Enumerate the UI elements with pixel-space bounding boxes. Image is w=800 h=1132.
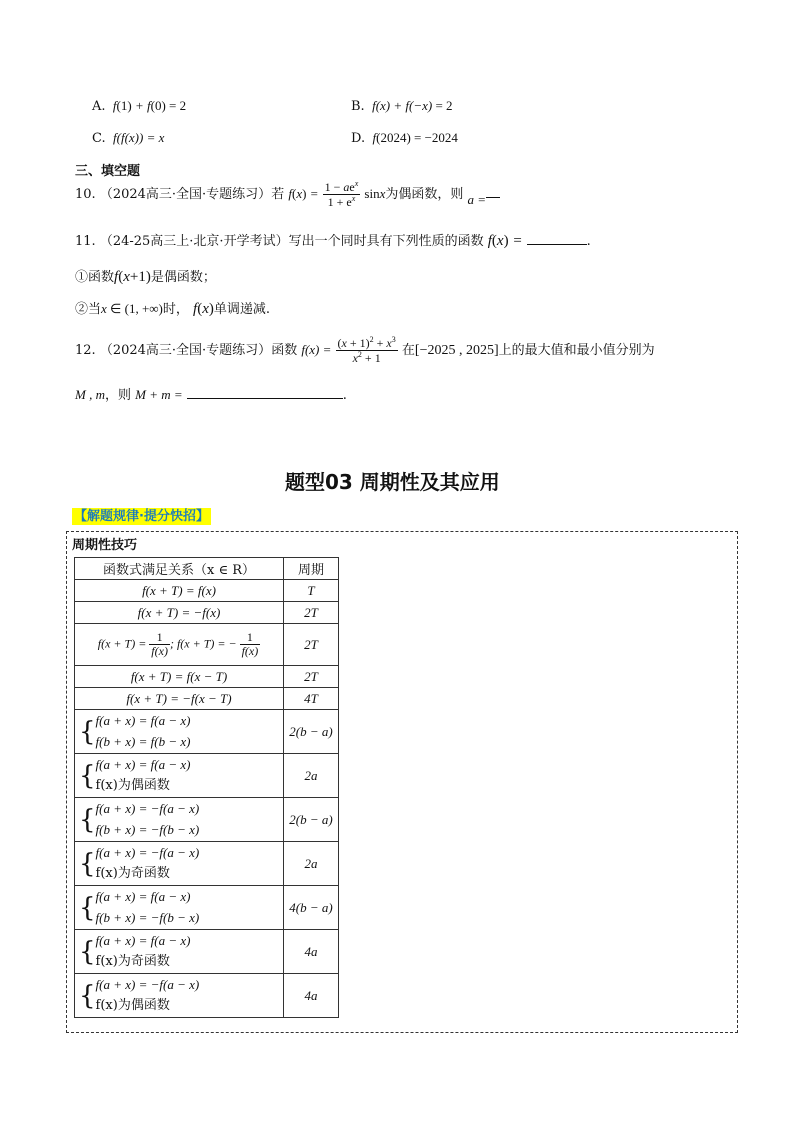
option-d-formula: f(2024) = −2024 (369, 130, 458, 145)
q10-answer-var: a = (467, 192, 487, 208)
table-row: {f(a + x) = −f(a − x) f(x)为偶函数 4a (75, 974, 339, 1018)
q10-function: f(x) = (288, 186, 319, 202)
option-c[interactable]: C. f(f(x)) = x (92, 130, 165, 146)
option-b-formula: f(x) + f(−x) = 2 (368, 98, 453, 113)
option-a-formula: f(1) + f(0) = 2 (109, 98, 187, 113)
table-row: f(x + T) = −f(x − T) 4T (75, 688, 339, 710)
table-header-row (75, 558, 339, 580)
option-c-formula: f(f(x)) = x (109, 130, 165, 145)
tip-tag: 【解题规律·提分快招】 (74, 509, 209, 524)
section-title: 三、填空题 (75, 164, 141, 179)
header-period: 周期 (284, 558, 339, 580)
question-12: 12. （2024高三·全国·专题练习）函数 f(x) = $\frac{(x + 1)^2 + x^3}{x^2 + 1}$ 在[−2025 , 2025]上的最大值和最小值分别为 (75, 335, 655, 366)
table-row: f(x + T) = −f(x) 2T (75, 602, 339, 624)
q12-line-2: M , m，则 M + m = . (75, 387, 347, 403)
table-row: {f(a + x) = f(a − x) f(b + x) = f(b − x) 2(b − a) (75, 710, 339, 754)
q12-answer-blank[interactable] (187, 398, 343, 399)
table-row: {f(a + x) = f(a − x) f(x)为奇函数 4a (75, 930, 339, 974)
table-row: {f(a + x) = f(a − x) f(b + x) = −f(b − x) 4(b − a) (75, 886, 339, 930)
box-title: 周期性技巧 (72, 538, 138, 553)
q10-answer-blank[interactable] (486, 197, 500, 198)
q12-fraction: $\frac{(x + 1)^2 + x^3}{x^2 + 1}$ (337, 335, 396, 366)
option-a[interactable]: A. f(1) + f(0) = 2 (92, 98, 187, 114)
periodicity-table (74, 557, 339, 1018)
option-b[interactable]: B. f(x) + f(−x) = 2 (351, 98, 453, 114)
q10-fraction: $\frac{1 - ae^x}{1 + e^x}$ (324, 179, 359, 210)
q12-interval: [−2025 , 2025] (414, 343, 499, 359)
option-d[interactable]: D. f(2024) = −2024 (351, 130, 458, 146)
q11-condition-1: ①函数f(x+1)是偶函数； (75, 269, 216, 285)
table-row: f(x + T) = f(x) T (75, 580, 339, 602)
header-relation: 函数式满足关系（x ∈ R） (75, 558, 284, 580)
table-row: f(x + T) = f(x − T) 2T (75, 666, 339, 688)
section-heading: 题型03 周期性及其应用 (285, 470, 500, 494)
table-row: f(x + T) = $\frac{1}{f(x)}$ ; f(x + T) = − $\frac{1}{f(x)}$ 2T (75, 624, 339, 666)
question-10: 10. （2024高三·全国·专题练习）若 f(x) = $\frac{1 - ae^x}{1 + e^x}$ sinx为偶函数，则 a = (75, 180, 500, 209)
q11-answer-blank[interactable] (527, 244, 587, 245)
table-row: {f(a + x) = −f(a − x) f(b + x) = −f(b − x) 2(b − a) (75, 798, 339, 842)
q12-function: f(x) = (301, 342, 332, 358)
q11-condition-2: ②当x ∈ (1, +∞)时， f(x)单调递减. (75, 301, 271, 317)
table-row: {f(a + x) = f(a − x) f(x)为偶函数 2a (75, 754, 339, 798)
table-row: {f(a + x) = −f(a − x) f(x)为奇函数 2a (75, 842, 339, 886)
question-11: 11. （24-25高三上·北京·开学考试）写出一个同时具有下列性质的函数 f(x) = . (75, 233, 591, 249)
